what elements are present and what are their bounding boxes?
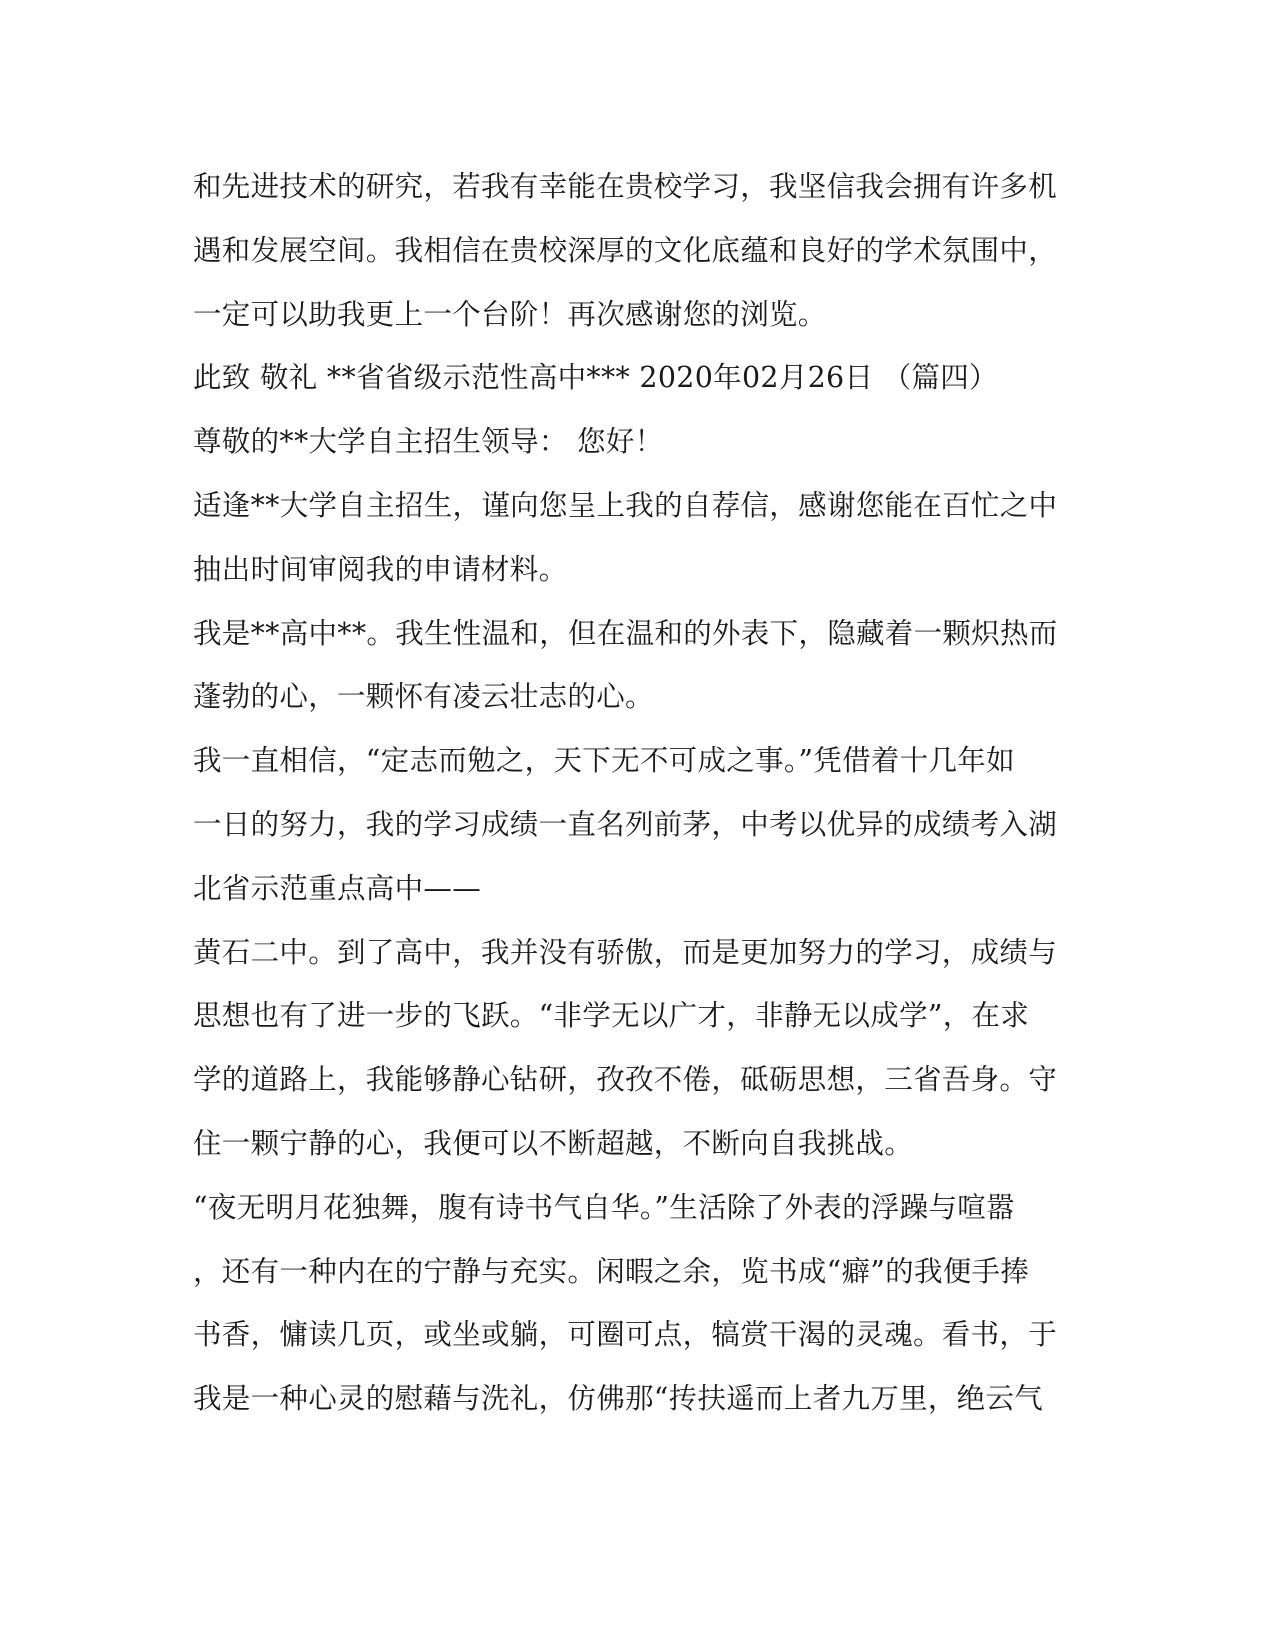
text-line: 我是**高中**。我生性温和，但在温和的外表下，隐藏着一颗炽热而: [193, 616, 1058, 650]
text-line: 住一颗宁静的心，我便可以不断超越，不断向自我挑战。: [193, 1126, 914, 1160]
text-line: 和先进技术的研究，若我有幸能在贵校学习，我坚信我会拥有许多机: [193, 170, 1058, 203]
text-line: 蓬勃的心，一颗怀有凌云壮志的心。: [193, 680, 654, 714]
text-line: 一日的努力，我的学习成绩一直名列前茅，中考以优异的成绩考入湖: [193, 807, 1058, 841]
text-line: 此致 敬礼 **省省级示范性高中*** 2020年02月26日 （篇四）: [193, 361, 998, 395]
text-line: “夜无明月花独舞，腹有诗书气自华。”生活除了外表的浮躁与喧嚣: [193, 1190, 1015, 1224]
document-body: [193, 155, 1073, 1431]
text-line: 我是一种心灵的慰藉与洗礼，仿佛那“抟扶遥而上者九万里，绝云气: [193, 1382, 1044, 1416]
text-line: 思想也有了进一步的飞跃。“非学无以广才，非静无以成学”，在求: [193, 999, 1030, 1033]
text-line: 适逢**大学自主招生，谨向您呈上我的自荐信，感谢您能在百忙之中: [193, 488, 1058, 522]
text-line: 遇和发展空间。我相信在贵校深厚的文化底蕴和良好的学术氛围中，: [193, 233, 1058, 267]
text-line: 抽出时间审阅我的申请材料。: [193, 552, 568, 586]
text-line: 一定可以助我更上一个台阶！再次感谢您的浏览。: [193, 297, 827, 331]
text-line: ，还有一种内在的宁静与充实。闲暇之余，览书成“癖”的我便手捧: [193, 1254, 1030, 1288]
text-line: 北省示范重点高中——: [193, 871, 482, 905]
text-line: 尊敬的**大学自主招生领导： 您好！: [193, 425, 664, 459]
text-line: 我一直相信，“定志而勉之，天下无不可成之事。”凭借着十几年如: [193, 744, 1015, 778]
text-line: 学的道路上，我能够静心钻研，孜孜不倦，砥砺思想，三省吾身。守: [193, 1063, 1058, 1097]
text-line: 书香，慵读几页，或坐或躺，可圈可点，犒赏干渴的灵魂。看书，于: [193, 1318, 1058, 1352]
text-line: 黄石二中。到了高中，我并没有骄傲，而是更加努力的学习，成绩与: [193, 935, 1058, 969]
